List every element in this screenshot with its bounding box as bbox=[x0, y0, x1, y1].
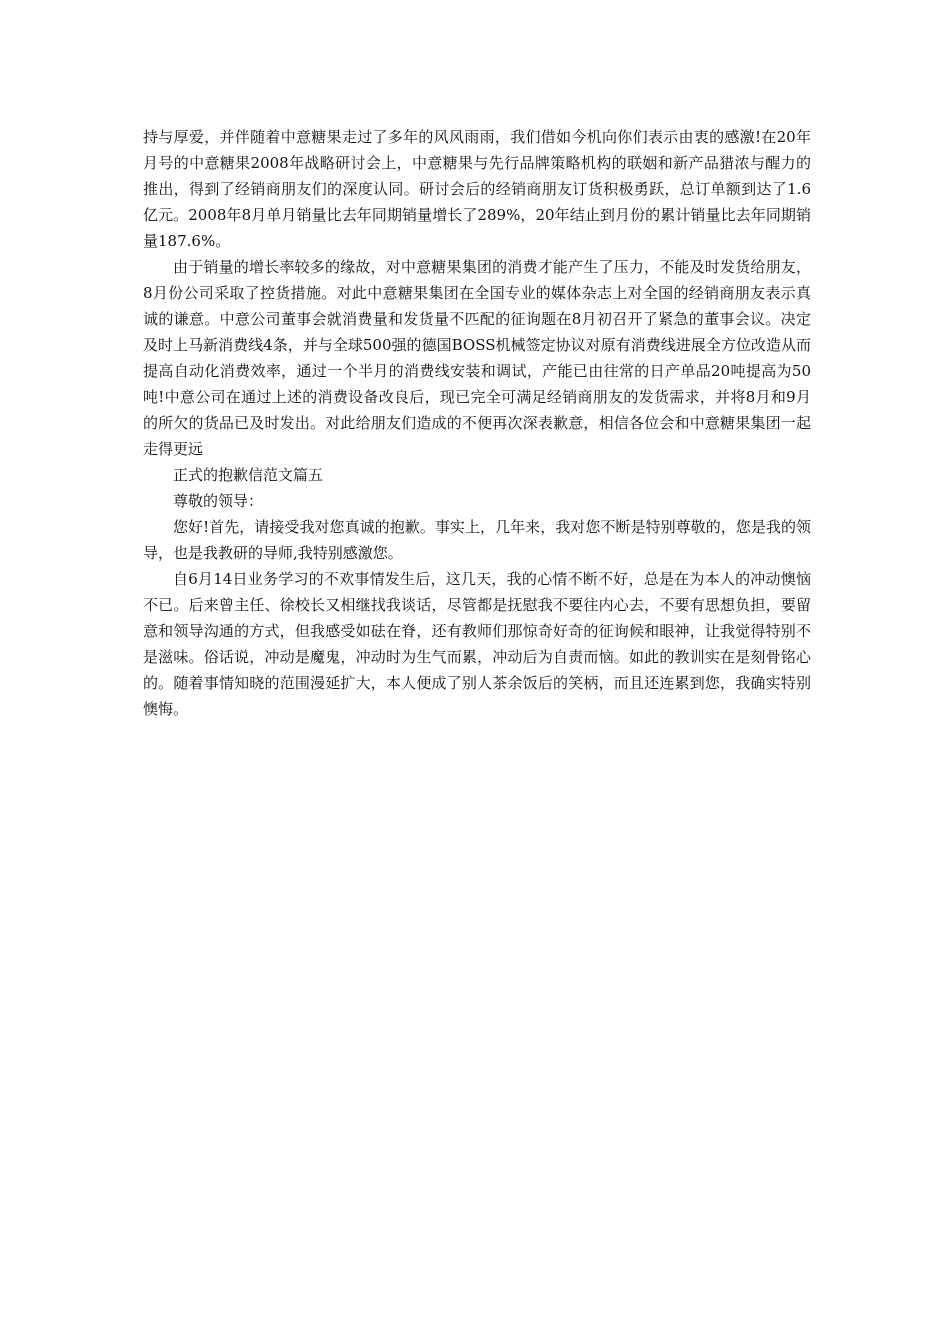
paragraph-4: 自6月14日业务学习的不欢事情发生后，这几天，我的心情不断不好，总是在为本人的冲动懊恼不已。后来曾主任、徐校长又相继找我谈话，尽管都是抚慰我不要往内心去，不要有思想负担，要留意和领导沟通的方式，但我感受如砝在脊，还有教师们那惊奇好奇的征询候和眼神，让我觉得特别不是滋味。俗话说，冲动是魔鬼，冲动时为生气而累，冲动后为自责而恼。如此的教训实在是刻骨铭心的。随着事情知晓的范围漫延扩大，本人便成了别人茶余饭后的笑柄，而且还连累到您，我确实特别懊悔。 bbox=[143, 570, 811, 718]
section-heading: 正式的抱歉信范文篇五 bbox=[173, 466, 324, 484]
document-body bbox=[143, 124, 811, 722]
salutation: 尊敬的领导： bbox=[173, 492, 264, 510]
paragraph-2: 由于销量的增长率较多的缘故，对中意糖果集团的消费才能产生了压力，不能及时发货给朋友，8月份公司采取了控货措施。对此中意糖果集团在全国专业的媒体杂志上对全国的经销商朋友表示真诚的谦意。中意公司董事会就消费量和发货量不匹配的征询题在8月初召开了紧急的董事会议。决定及时上马新消费线4条，并与全球500强的德国BOSS机械签定协议对原有消费线进展全方位改造从而提高自动化消费效率，通过一个半月的消费线安装和调试，产能已由往常的日产单品20吨提高为50吨!中意公司在通过上述的消费设备改良后，现已完全可满足经销商朋友的发货需求，并将8月和9月的所欠的货品已及时发出。对此给朋友们造成的不便再次深表歉意，相信各位会和中意糖果集团一起走得更远 bbox=[143, 258, 811, 458]
paragraph-3: 您好!首先，请接受我对您真诚的抱歉。事实上，几年来，我对您不断是特别尊敬的，您是我的领导，也是我教研的导师,我特别感激您。 bbox=[143, 518, 811, 562]
paragraph-1: 持与厚爱，并伴随着中意糖果走过了多年的风风雨雨，我们借如今机向你们表示由衷的感激!在20年月号的中意糖果2008年战略研讨会上，中意糖果与先行品牌策略机构的联姻和新产品猎浓与醒力的推出，得到了经销商朋友们的深度认同。研讨会后的经销商朋友订货积极勇跃，总订单额到达了1.6亿元。2008年8月单月销量比去年同期销量增长了289%，20年结止到月份的累计销量比去年同期销量187.6%。 bbox=[143, 128, 811, 250]
